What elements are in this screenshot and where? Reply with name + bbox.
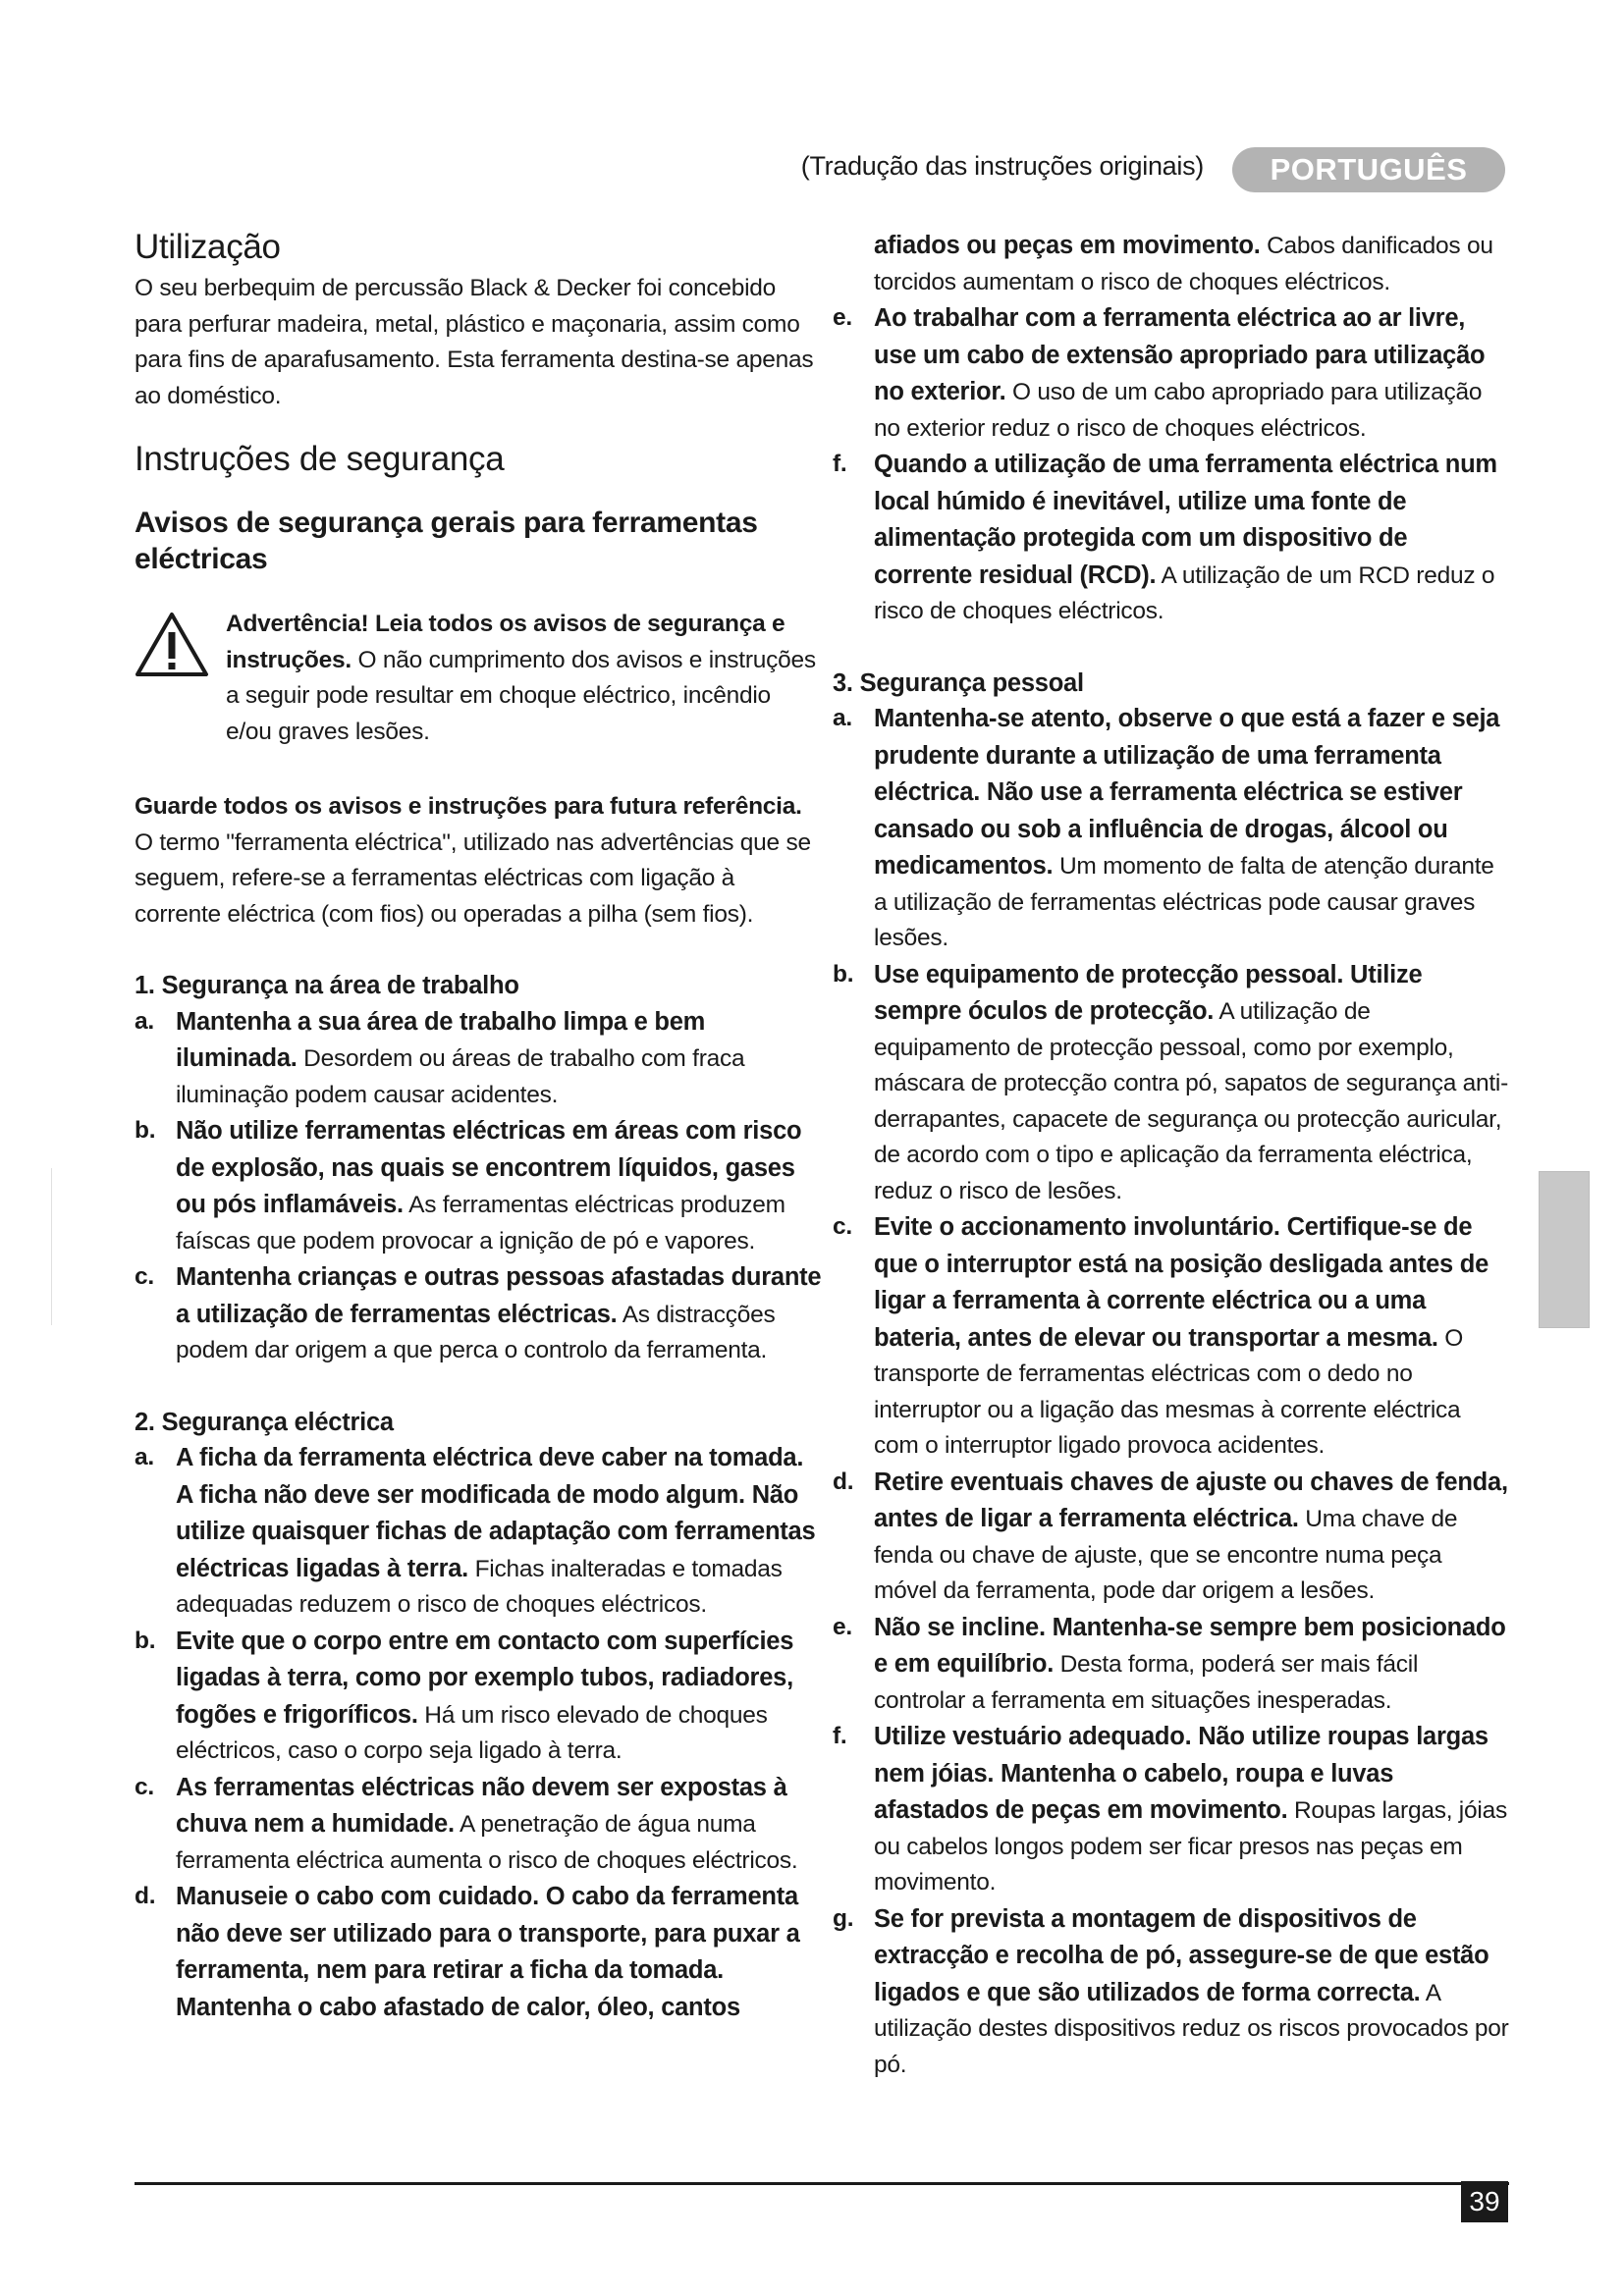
utilizacao-text: O seu berbequim de percussão Black & Decker foi concebido para perfurar madeira, metal, plástico e maçonaria, assim como para fins de aparafusamento. Esta ferramenta destina-se apenas ao doméstico. (135, 275, 814, 409)
warning-triangle-icon (135, 611, 209, 677)
page-number: 39 (1461, 2181, 1508, 2222)
seguranca-title: Instruções de segurança (135, 440, 505, 478)
right-column (833, 228, 1510, 2083)
section3-title: 3. Segurança pessoal (833, 668, 1084, 697)
list-item: c. As ferramentas eléctricas não devem ser expostas à chuva nem a humidade. A penetração de água numa ferramenta eléctrica aumenta o risco de choques eléctricos. (135, 1773, 798, 1874)
list-item: g. Se for prevista a montagem de dispositivos de extracção e recolha de pó, assegure-se de que estão ligados e que são utilizados de forma correcta. A utilização destes dispositivos reduz os riscos provocados por pó. (833, 1904, 1509, 2078)
list-item: a. Mantenha a sua área de trabalho limpa e bem iluminada. Desordem ou áreas de trabalho com fraca iluminação podem causar acidentes. (135, 1007, 745, 1108)
keep-bold: Guarde todos os avisos e instruções para futura referência. (135, 793, 802, 820)
warning-block (135, 607, 822, 750)
list-item: d. Manuseie o cabo com cuidado. O cabo da ferramenta não deve ser utilizado para o transporte, para puxar a ferramenta, nem para retirar a ficha da tomada. Mantenha o cabo afastado de calor, óleo, cantos (135, 1883, 800, 2021)
utilizacao-title: Utilização (135, 228, 281, 266)
list-item: f. Quando a utilização de uma ferramenta eléctrica num local húmido é inevitável, utilize uma fonte de alimentação protegida com um dispositivo de corrente residual (RCD). A utilização de um RCD reduz o risco de choques eléctricos. (833, 451, 1497, 624)
list-item: b. Evite que o corpo entre em contacto com superfícies ligadas à terra, como por exemplo tubos, radiadores, fogões e frigoríficos. Há um risco elevado de choques eléctricos, caso o corpo seja ligado à terra. (135, 1627, 794, 1764)
list-item: e. Ao trabalhar com a ferramenta eléctrica ao ar livre, use um cabo de extensão apropriado para utilização no exterior. O uso de um cabo apropriado para utilização no exterior reduz o risco de choques eléctricos. (833, 304, 1486, 442)
margin-line (51, 1168, 52, 1325)
list-item: a. A ficha da ferramenta eléctrica deve caber na tomada. A ficha não deve ser modificada de modo algum. Não utilize quaisquer fichas de adaptação com ferramentas eléctricas ligadas à terra. Fichas inalteradas e tomadas adequadas reduzem o risco de choques eléctricos. (135, 1444, 816, 1618)
seguranca-subtitle: Avisos de segurança gerais para ferramentas eléctricas (135, 507, 758, 575)
language-tab: PORTUGUÊS (1232, 147, 1505, 192)
section1-title: 1. Segurança na área de trabalho (135, 972, 519, 999)
left-column (135, 228, 822, 2026)
section2-title: 2. Segurança eléctrica (135, 1408, 394, 1436)
warning-text: O não cumprimento dos avisos e instruções a seguir pode resultar em choque eléctrico, incêndio e/ou graves lesões. (226, 646, 816, 745)
section-side-tab (1539, 1171, 1590, 1328)
list-item: b. Não utilize ferramentas eléctricas em áreas com risco de explosão, nas quais se encontrem líquidos, gases ou pós inflamáveis. As ferramentas eléctricas produzem faíscas que podem provocar a ignição de pó e vapores. (135, 1117, 802, 1255)
warning-bold: Advertência! Leia todos os avisos de segurança e instruções. (226, 611, 785, 673)
list-item: a. Mantenha-se atento, observe o que está a fazer e seja prudente durante a utilização de uma ferramenta eléctrica. Não use a ferramenta eléctrica se estiver cansado ou sob a influência de drogas, álcool ou medicamentos. Um momento de falta de atenção durante a utilização de ferramentas eléctricas pode causar graves lesões. (833, 705, 1500, 951)
footer-rule (135, 2182, 1509, 2185)
list-item: c. Evite o accionamento involuntário. Certifique-se de que o interruptor está na posição desligada antes de ligar a ferramenta à corrente eléctrica ou a uma bateria, antes de elevar ou transportar a mesma. O transporte de ferramentas eléctricas com o dedo no interruptor ou a ligação das mesmas à corrente eléctrica com o interruptor ligado provoca acidentes. (833, 1213, 1489, 1459)
header-subtitle: (Tradução das instruções originais) (800, 151, 1204, 181)
list-item: c. Mantenha crianças e outras pessoas afastadas durante a utilização de ferramentas eléctricas. As distracções podem dar origem a que perca o controlo da ferramenta. (135, 1263, 822, 1363)
list-item: d. Retire eventuais chaves de ajuste ou chaves de fenda, antes de ligar a ferramenta eléctrica. Uma chave de fenda ou chave de ajuste, que se encontre numa peça móvel da ferramenta, pode dar origem a lesões. (833, 1468, 1508, 1604)
list-item: f. Utilize vestuário adequado. Não utilize roupas largas nem jóias. Mantenha o cabelo, roupa e luvas afastados de peças em movimento. Roupas largas, jóias ou cabelos longos podem ser ficar presos nas peças em movimento. (833, 1723, 1507, 1896)
keep-text: O termo "ferramenta eléctrica", utilizado nas advertências que se seguem, refere-se a ferramentas eléctricas com ligação à corrente eléctrica (com fios) ou operadas a pilha (sem fios). (135, 828, 811, 928)
list-item: e. Não se incline. Mantenha-se sempre bem posicionado e em equilíbrio. Desta forma, poderá ser mais fácil controlar a ferramenta em situações inesperadas. (833, 1613, 1506, 1714)
list-item: b. Use equipamento de protecção pessoal. Utilize sempre óculos de protecção. A utilização de equipamento de protecção pessoal, como por exemplo, máscara de protecção contra pó, sapatos de segurança anti-derrapantes, capacete de segurança ou protecção auricular, de acordo com o tipo e aplicação da ferramenta eléctrica, reduz o risco de lesões. (833, 960, 1509, 1204)
list-item-continued: afiados ou peças em movimento. Cabos danificados ou torcidos aumentam o risco de choques eléctricos. (874, 232, 1493, 295)
